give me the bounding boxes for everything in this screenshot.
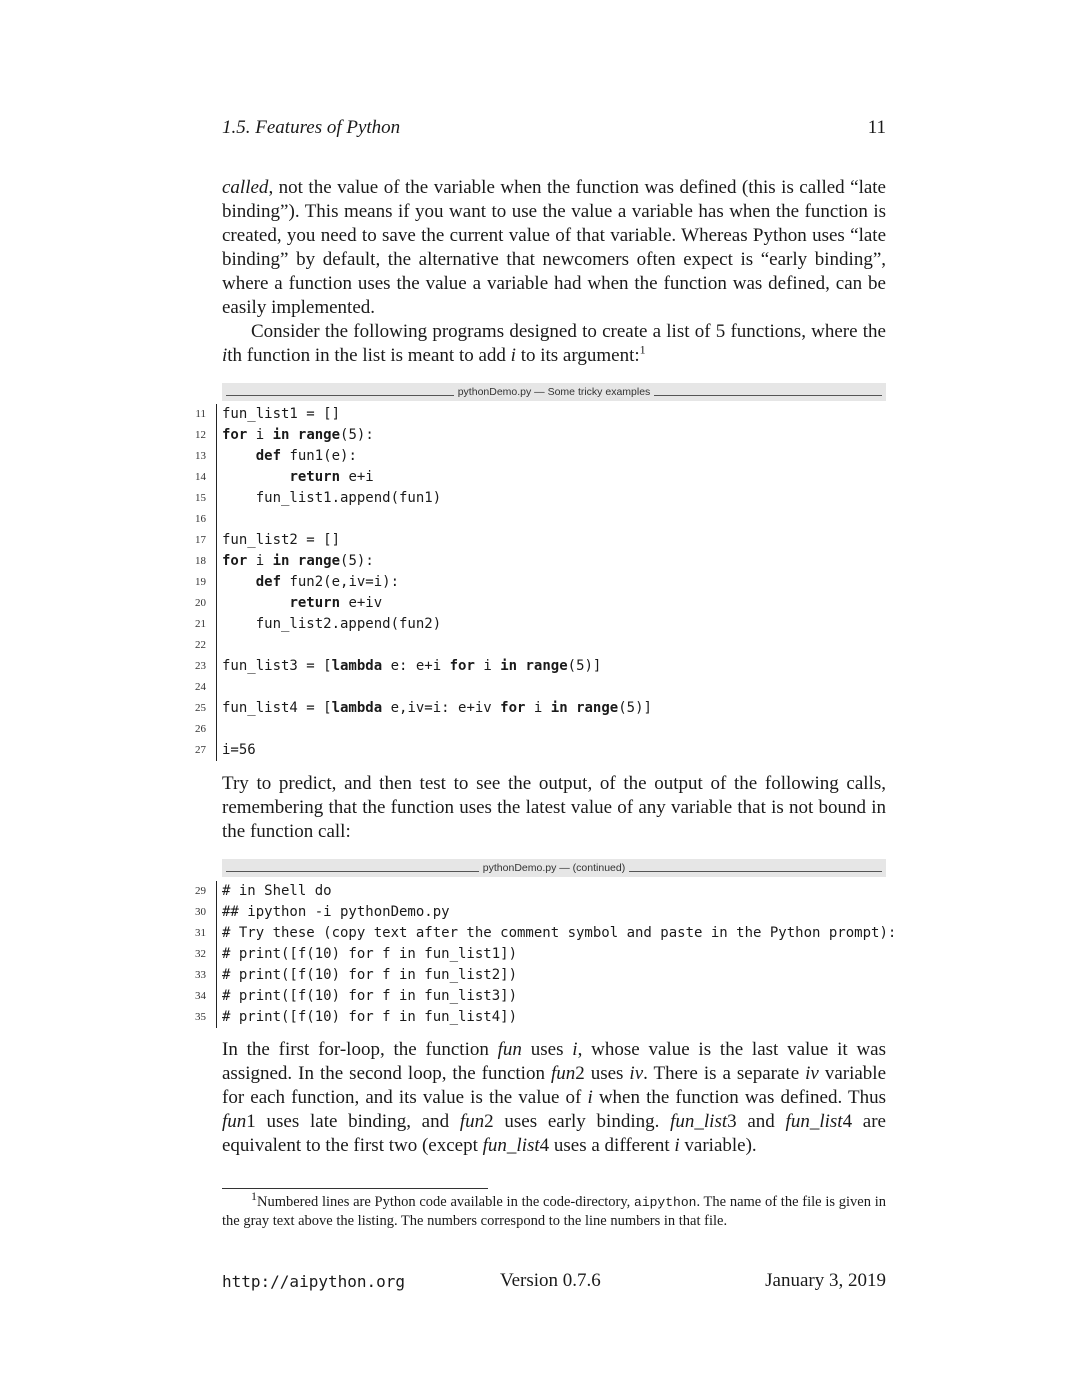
- line-number: 17: [195, 534, 206, 546]
- code-text: # Try these (copy text after the comment symbol and paste in the Python prompt):: [216, 923, 896, 944]
- line-number: 15: [195, 492, 206, 504]
- code-line: [190, 881, 896, 902]
- code-listing-2: [190, 881, 896, 1028]
- code-line: [190, 509, 652, 530]
- line-number: 16: [195, 513, 206, 525]
- line-number: 33: [195, 969, 206, 981]
- code-line: [190, 530, 652, 551]
- code-text: def fun1(e):: [216, 446, 357, 467]
- code-line: [190, 551, 652, 572]
- line-number: 13: [195, 450, 206, 462]
- code-text: [216, 677, 230, 698]
- version-label: Version 0.7.6: [500, 1270, 601, 1291]
- listing-caption-2: pythonDemo.py — (continued): [222, 859, 886, 877]
- page-number: 11: [867, 117, 886, 138]
- code-text: return e+i: [216, 467, 374, 488]
- line-number: 19: [195, 576, 206, 588]
- code-line: [190, 635, 652, 656]
- code-text: i=56: [216, 740, 256, 761]
- code-text: [216, 509, 230, 530]
- code-text: fun_list1 = []: [216, 404, 340, 425]
- date-label: January 3, 2019: [765, 1270, 886, 1291]
- code-line: [190, 719, 652, 740]
- body-text-1: called, not the value of the variable when the function was defined (this is called “late binding”). This means if you want to use the value a variable has when the function is created, you need to save the current value of that variable. Whereas Python uses “late binding” by default, the alternative that newcomers often expect is “early binding”, where a function uses the value a variable had when the function was defined, can be easily implemented. Consider the following programs designed to create a list of 5 functions, where the ith function in the list is meant to add i to its argument:$^1$: [222, 177, 886, 366]
- code-line: [190, 656, 652, 677]
- line-number: 22: [195, 639, 206, 651]
- code-text: for i in range(5):: [216, 551, 374, 572]
- code-line: [190, 902, 896, 923]
- code-line: [190, 572, 652, 593]
- code-text: [216, 635, 230, 656]
- line-number: 20: [195, 597, 206, 609]
- code-text: return e+iv: [216, 593, 382, 614]
- code-line: [190, 446, 652, 467]
- code-text: fun_list1.append(fun1): [216, 488, 441, 509]
- page-footer: [222, 1270, 886, 1294]
- footnote-marker: 1: [639, 342, 646, 357]
- section-title: 1.5. Features of Python: [222, 117, 401, 138]
- line-number: 27: [195, 744, 206, 756]
- code-line: [190, 404, 652, 425]
- code-line: [190, 923, 896, 944]
- code-line: [190, 986, 896, 1007]
- code-text: # print([f(10) for f in fun_list1]): [216, 944, 517, 965]
- code-text: # print([f(10) for f in fun_list4]): [216, 1007, 517, 1028]
- code-text: fun_list3 = [lambda e: e+i for i in range(5)]: [216, 656, 601, 677]
- line-number: 32: [195, 948, 206, 960]
- code-text: fun_list2.append(fun2): [216, 614, 441, 635]
- code-line: [190, 488, 652, 509]
- line-number: 31: [195, 927, 206, 939]
- code-line: [190, 965, 896, 986]
- running-header: [222, 117, 886, 139]
- code-text: ## ipython -i pythonDemo.py: [216, 902, 450, 923]
- line-number: 29: [195, 885, 206, 897]
- line-number: 21: [195, 618, 206, 630]
- line-number: 12: [195, 429, 206, 441]
- code-listing-1: [190, 404, 652, 761]
- code-line: [190, 1007, 896, 1028]
- line-number: 25: [195, 702, 206, 714]
- code-text: # print([f(10) for f in fun_list2]): [216, 965, 517, 986]
- code-text: fun_list2 = []: [216, 530, 340, 551]
- code-text: def fun2(e,iv=i):: [216, 572, 399, 593]
- footnote-divider: [222, 1188, 488, 1189]
- code-line: [190, 698, 652, 719]
- line-number: 24: [195, 681, 206, 693]
- line-number: 23: [195, 660, 206, 672]
- line-number: 34: [195, 990, 206, 1002]
- body-text-4: In the first for-loop, the function fun uses i, whose value is the last value it was assigned. In the second loop, the function fun2 uses iv. There is a separate iv variable for each function, and its value is the value of i when the function was defined. Thus fun1 uses late binding, and fun2 uses early binding. fun_list3 and fun_list4 are equivalent to the first two (except fun_list4 uses a different i variable).: [222, 1039, 886, 1156]
- code-line: [190, 740, 652, 761]
- code-text: # in Shell do: [216, 881, 332, 902]
- code-text: for i in range(5):: [216, 425, 374, 446]
- code-text: # print([f(10) for f in fun_list3]): [216, 986, 517, 1007]
- code-line: [190, 593, 652, 614]
- code-line: [190, 467, 652, 488]
- line-number: 11: [195, 408, 206, 420]
- line-number: 30: [195, 906, 206, 918]
- code-line: [190, 677, 652, 698]
- body-text-3: Try to predict, and then test to see the output, of the output of the following calls, remembering that the function uses the latest value of any variable that is not bound in the function call:: [222, 773, 886, 842]
- code-text: [216, 719, 230, 740]
- line-number: 14: [195, 471, 206, 483]
- footnote: $^1$Numbered lines are Python code available in the code-directory, aipython. The name of the file is given in the gray text above the listing. The numbers correspond to the line numbers in that file.: [222, 1189, 886, 1229]
- listing-caption-1: pythonDemo.py — Some tricky examples: [222, 383, 886, 401]
- line-number: 18: [195, 555, 206, 567]
- code-text: fun_list4 = [lambda e,iv=i: e+iv for i in range(5)]: [216, 698, 652, 719]
- code-line: [190, 944, 896, 965]
- body-text-2: Consider the following programs designed to create a list of 5 functions, where the ith function in the list is meant to add i to its argument:$^1$: [222, 321, 886, 366]
- line-number: 26: [195, 723, 206, 735]
- website-link[interactable]: http://aipython.org: [222, 1272, 406, 1291]
- line-number: 35: [195, 1011, 206, 1023]
- code-line: [190, 614, 652, 635]
- code-line: [190, 425, 652, 446]
